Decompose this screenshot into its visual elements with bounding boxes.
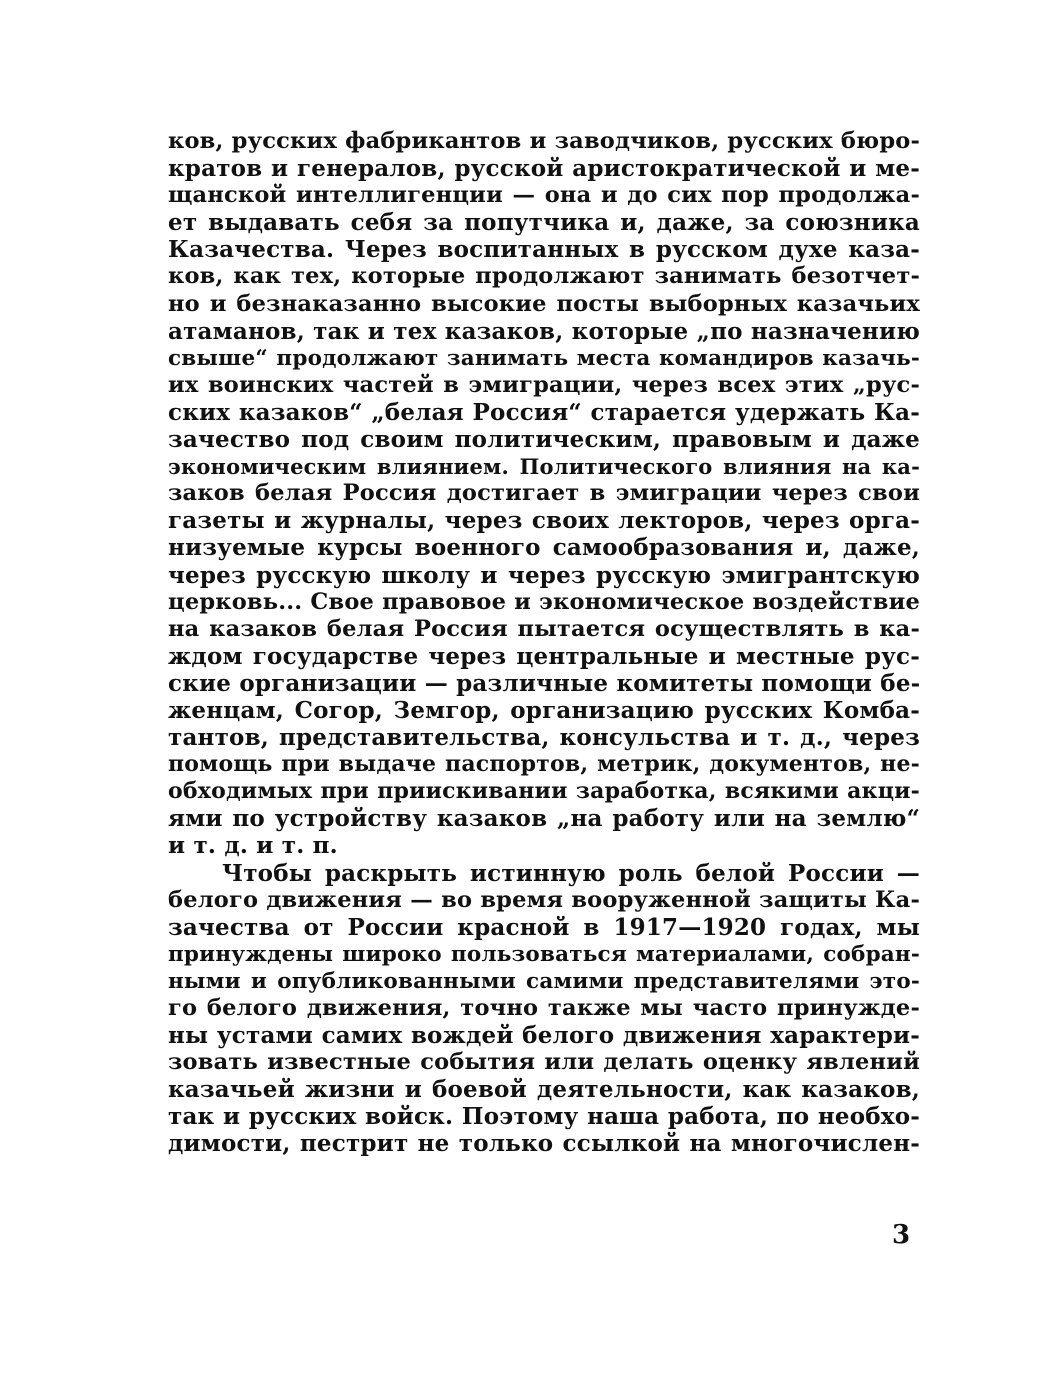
text-line: ские организации — различные комитеты помощи бе- xyxy=(168,669,921,697)
text-line: зачества от России красной в 1917—1920 годах, мы xyxy=(168,913,920,941)
page-number: 3 xyxy=(892,1220,911,1250)
body-text xyxy=(168,128,920,1158)
text-line: ждом государстве через центральные и местные рус- xyxy=(168,642,920,670)
text-line: обходимых при приискивании заработка, всякими акци- xyxy=(168,778,920,805)
text-line: ными и опубликованными самими представителями это- xyxy=(168,968,920,994)
text-line: ны устами самих вождей белого движения характери- xyxy=(168,1022,920,1050)
text-line: зовать известные события или делать оценку явлений xyxy=(168,1049,920,1076)
text-line: димости, пестрит не только ссылкой на многочислен- xyxy=(168,1130,920,1158)
text-line: заков белая Россия достигает в эмиграции через свои xyxy=(168,480,920,507)
text-line: щанской интеллигенции — она и до сих пор продолжа- xyxy=(168,182,920,209)
text-line: церковь... Свое правовое и экономическое воздействие xyxy=(168,588,920,615)
text-line: и т. д. и т. п. xyxy=(168,832,338,860)
paragraph xyxy=(168,128,920,860)
text-line: помощь при выдаче паспортов, метрик, документов, не- xyxy=(168,751,920,778)
text-line: экономическим влиянием. Политического влияния на ка- xyxy=(168,454,920,480)
text-line: Чтобы раскрыть истинную роль белой России — xyxy=(222,859,920,887)
text-line: свыше“ продолжают занимать места командиров казачь- xyxy=(168,345,920,371)
text-line: через русскую школу и через русскую эмигрантскую xyxy=(168,561,920,589)
text-line: казачьей жизни и боевой деятельности, как казаков, xyxy=(168,1076,920,1104)
text-line: тантов, представительства, консульства и т. д., через xyxy=(168,724,920,752)
text-line: зачество под своим политическим, правовым и даже xyxy=(168,426,920,454)
text-line: на казаков белая Россия пытается осуществлять в ка- xyxy=(168,615,920,642)
text-line: Казачества. Через воспитанных в русском духе каза- xyxy=(168,236,920,264)
text-line: ков, как тех, которые продолжают занимать безотчет- xyxy=(168,263,920,290)
text-line: кратов и генералов, русской аристократической и ме- xyxy=(168,155,920,183)
text-line: белого движения — во время вооруженной защиты Ка- xyxy=(168,886,920,913)
text-line: ями по устройству казаков „на работу или на землю“ xyxy=(168,805,920,833)
paragraph xyxy=(168,860,920,1158)
text-line: женцам, Согор, Земгор, организацию русских Комба- xyxy=(168,696,920,724)
text-line: их воинских частей в эмиграции, через всех этих „рус- xyxy=(168,371,920,398)
text-line: газеты и журналы, через своих лекторов, через орга- xyxy=(168,507,920,535)
text-line: принуждены широко пользоваться материалами, собран- xyxy=(168,941,920,967)
text-line: ет выдавать себя за попутчика и, даже, за союзника xyxy=(168,209,920,237)
text-line: так и русских войск. Поэтому наша работа, по необхо- xyxy=(168,1103,920,1131)
text-line: низуемые курсы военного самообразования и, даже, xyxy=(168,534,920,562)
text-line: атаманов, так и тех казаков, которые „по назначению xyxy=(168,317,920,345)
text-line: но и безнаказанно высокие посты выборных казачьих xyxy=(168,290,920,317)
text-line: ских казаков“ „белая Россия“ старается удержать Ка- xyxy=(168,398,920,426)
text-line: ков, русских фабрикантов и заводчиков, русских бюро- xyxy=(168,128,920,154)
text-line: го белого движения, точно также мы часто принужде- xyxy=(168,995,920,1021)
